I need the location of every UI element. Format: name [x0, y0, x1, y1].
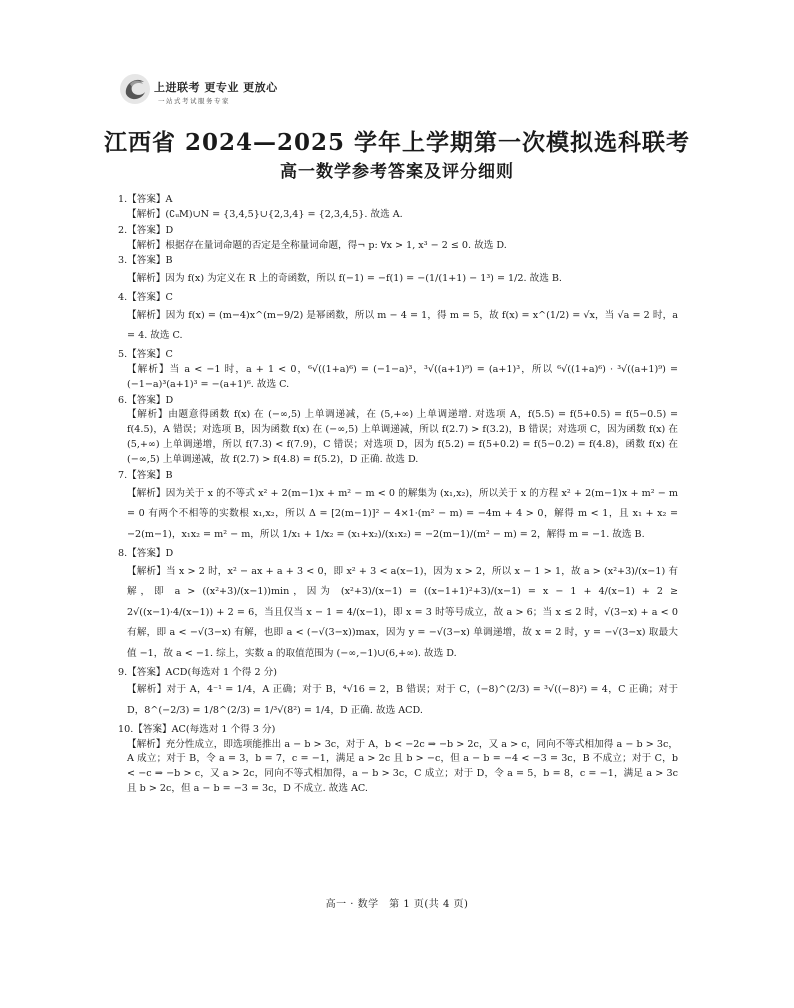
- answer-line: 4.【答案】C: [118, 291, 173, 303]
- answer-line: 6.【答案】D: [118, 394, 174, 406]
- page-title: 江西省 2024—2025 学年上学期第一次模拟选科联考: [103, 129, 691, 156]
- explanation: 【解析】当 x > 2 时，x² − ax + a + 3 < 0，即 x² + 3 < a(x−1)，因为 x > 2，所以 x − 1 > 1，故 a > (x²+3)/(x−1) 有解，即 a > ((x²+3)/(x−1))min，因为 (x²+3)/(x−1) = ((x−1+1)²+3)/(x−1) = x − 1 + 4/(x−1) + 2 ≥ 2√((x−1)·4/(x−1)) + 2 = 6，当且仅当 x − 1 = 4/(x−1)，即 x = 3 时等号成立，故 a > 6；当 x ≤ 2 时，√(3−x) + a < 0 有解，即 a < −√(3−x) 有解，也即 a < (−√(3−x))max，因为 y = −√(3−x) 单调递增，故 x = 2 时，y = −√(3−x) 取最大值 −1，故 a < −1. 综上，实数 a 的取值范围为 (−∞,−1)∪(6,+∞). 故选 D.: [127, 565, 678, 659]
- question-2: [118, 224, 678, 254]
- question-7: [118, 469, 678, 546]
- question-9: [118, 666, 678, 722]
- explanation: 【解析】由题意得函数 f(x) 在 (−∞,5) 上单调递减，在 (5,+∞) 上单调递增. 对选项 A，f(5.5) = f(5+0.5) = f(5−0.5) = f(4.5)，A 错误；对选项 B，因为函数 f(x) 在 (−∞,5) 上单调递减，所以 f(2.7) > f(3.2)，B 错误；对选项 C，因为函数 f(x) 在 (5,+∞) 上单调递增，所以 f(7.3) < f(7.9)，C 错误；对选项 D，因为 f(5.2) = f(5+0.2) = f(5−0.2) = f(4.8)，函数 f(x) 在 (−∞,5) 上单调递减，故 f(2.7) > f(4.8) = f(5.2)，D 正确. 故选 D.: [127, 409, 678, 466]
- logo-slogan: 上进联考 更专业 更放心: [154, 81, 278, 94]
- answer-line: 5.【答案】C: [118, 349, 173, 361]
- explanation: 【解析】因为 f(x) 为定义在 R 上的奇函数，所以 f(−1) = −f(1) = −(1/(1+1) − 1³) = 1/2. 故选 B.: [127, 273, 562, 285]
- question-1: [118, 193, 678, 223]
- publisher-logo: [118, 72, 338, 114]
- explanation: 【解析】因为 f(x) = (m−4)x^(m−9/2) 是幂函数，所以 m − 4 = 1，得 m = 5，故 f(x) = x^(1/2) = √x，当 √a = 2 时，a = 4. 故选 C.: [127, 309, 678, 342]
- answer-line: 2.【答案】D: [118, 224, 174, 236]
- explanation: 【解析】对于 A，4⁻¹ = 1/4，A 正确；对于 B，⁴√16 = 2，B 错误；对于 C，(−8)^(2/3) = ³√((−8)²) = 4，C 正确；对于 D，8^(−2/3) = 1/8^(2/3) = 1/³√(8²) = 1/4，D 正确. 故选 ACD.: [127, 684, 678, 717]
- answer-line: 7.【答案】B: [118, 469, 173, 481]
- answer-line: 10.【答案】AC(每选对 1 个得 3 分): [118, 723, 276, 735]
- explanation: 【解析】因为关于 x 的不等式 x² + 2(m−1)x + m² − m < 0 的解集为 (x₁,x₂)，所以关于 x 的方程 x² + 2(m−1)x + m² − m = 0 有两个不相等的实数根 x₁,x₂，所以 Δ = [2(m−1)]² − 4×1·(m² − m) = −4m + 4 > 0，解得 m < 1，且 x₁ + x₂ = −2(m−1)，x₁x₂ = m² − m，所以 1/x₁ + 1/x₂ = (x₁+x₂)/(x₁x₂) = −2(m−1)/(m² − m) = 2，解得 m = −1. 故选 B.: [127, 487, 678, 541]
- answer-line: 8.【答案】D: [118, 547, 174, 559]
- answer-line: 9.【答案】ACD(每选对 1 个得 2 分): [118, 666, 277, 678]
- question-8: [118, 547, 678, 665]
- explanation: 【解析】根据存在量词命题的否定是全称量词命题，得¬ p: ∀x > 1, x³ − 2 ≤ 0. 故选 D.: [127, 239, 507, 251]
- logo-swirl-icon: [118, 72, 152, 106]
- question-4: [118, 291, 678, 347]
- question-10: [118, 723, 678, 797]
- question-6: [118, 394, 678, 468]
- question-3: [118, 254, 678, 289]
- page-footer: 高一 · 数学 第 1 页(共 4 页): [325, 899, 469, 910]
- page-subtitle: 高一数学参考答案及评分细则: [280, 162, 514, 182]
- question-5: [118, 348, 678, 393]
- explanation: 【解析】(∁ᵤM)∪N = {3,4,5}∪{2,3,4} = {2,3,4,5}. 故选 A.: [127, 208, 403, 220]
- answer-line: 1.【答案】A: [118, 194, 173, 205]
- logo-subtitle: 一站式考试服务专家: [158, 97, 230, 105]
- explanation: 【解析】充分性成立，即选项能推出 a − b > 3c，对于 A，b < −2c ⇒ −b > 2c，又 a > c，同向不等式相加得 a − b > 3c，A 成立；对于 B，令 a = 3，b = 7，c = −1，满足 a > 2c 且 b > −c，但 a − b = −4 < −3 = 3c，B 不成立；对于 C，b < −c ⇒ −b > c，又 a > 2c，同向不等式相加得，a − b > 3c，C 成立；对于 D，令 a = 5，b = 8，c = −1，满足 a > 3c 且 b > 2c，但 a − b = −3 = 3c，D 不成立. 故选 AC.: [127, 738, 678, 795]
- answer-line: 3.【答案】B: [118, 255, 173, 267]
- explanation: 【解析】当 a < −1 时，a + 1 < 0，⁶√((1+a)⁶) = (−1−a)³，³√((a+1)⁹) = (a+1)³，所以 ⁶√((1+a)⁶) · ³√((a+1)⁹) = (−1−a)³(a+1)³ = −(a+1)⁶. 故选 C.: [127, 363, 678, 390]
- answer-list: [118, 193, 678, 798]
